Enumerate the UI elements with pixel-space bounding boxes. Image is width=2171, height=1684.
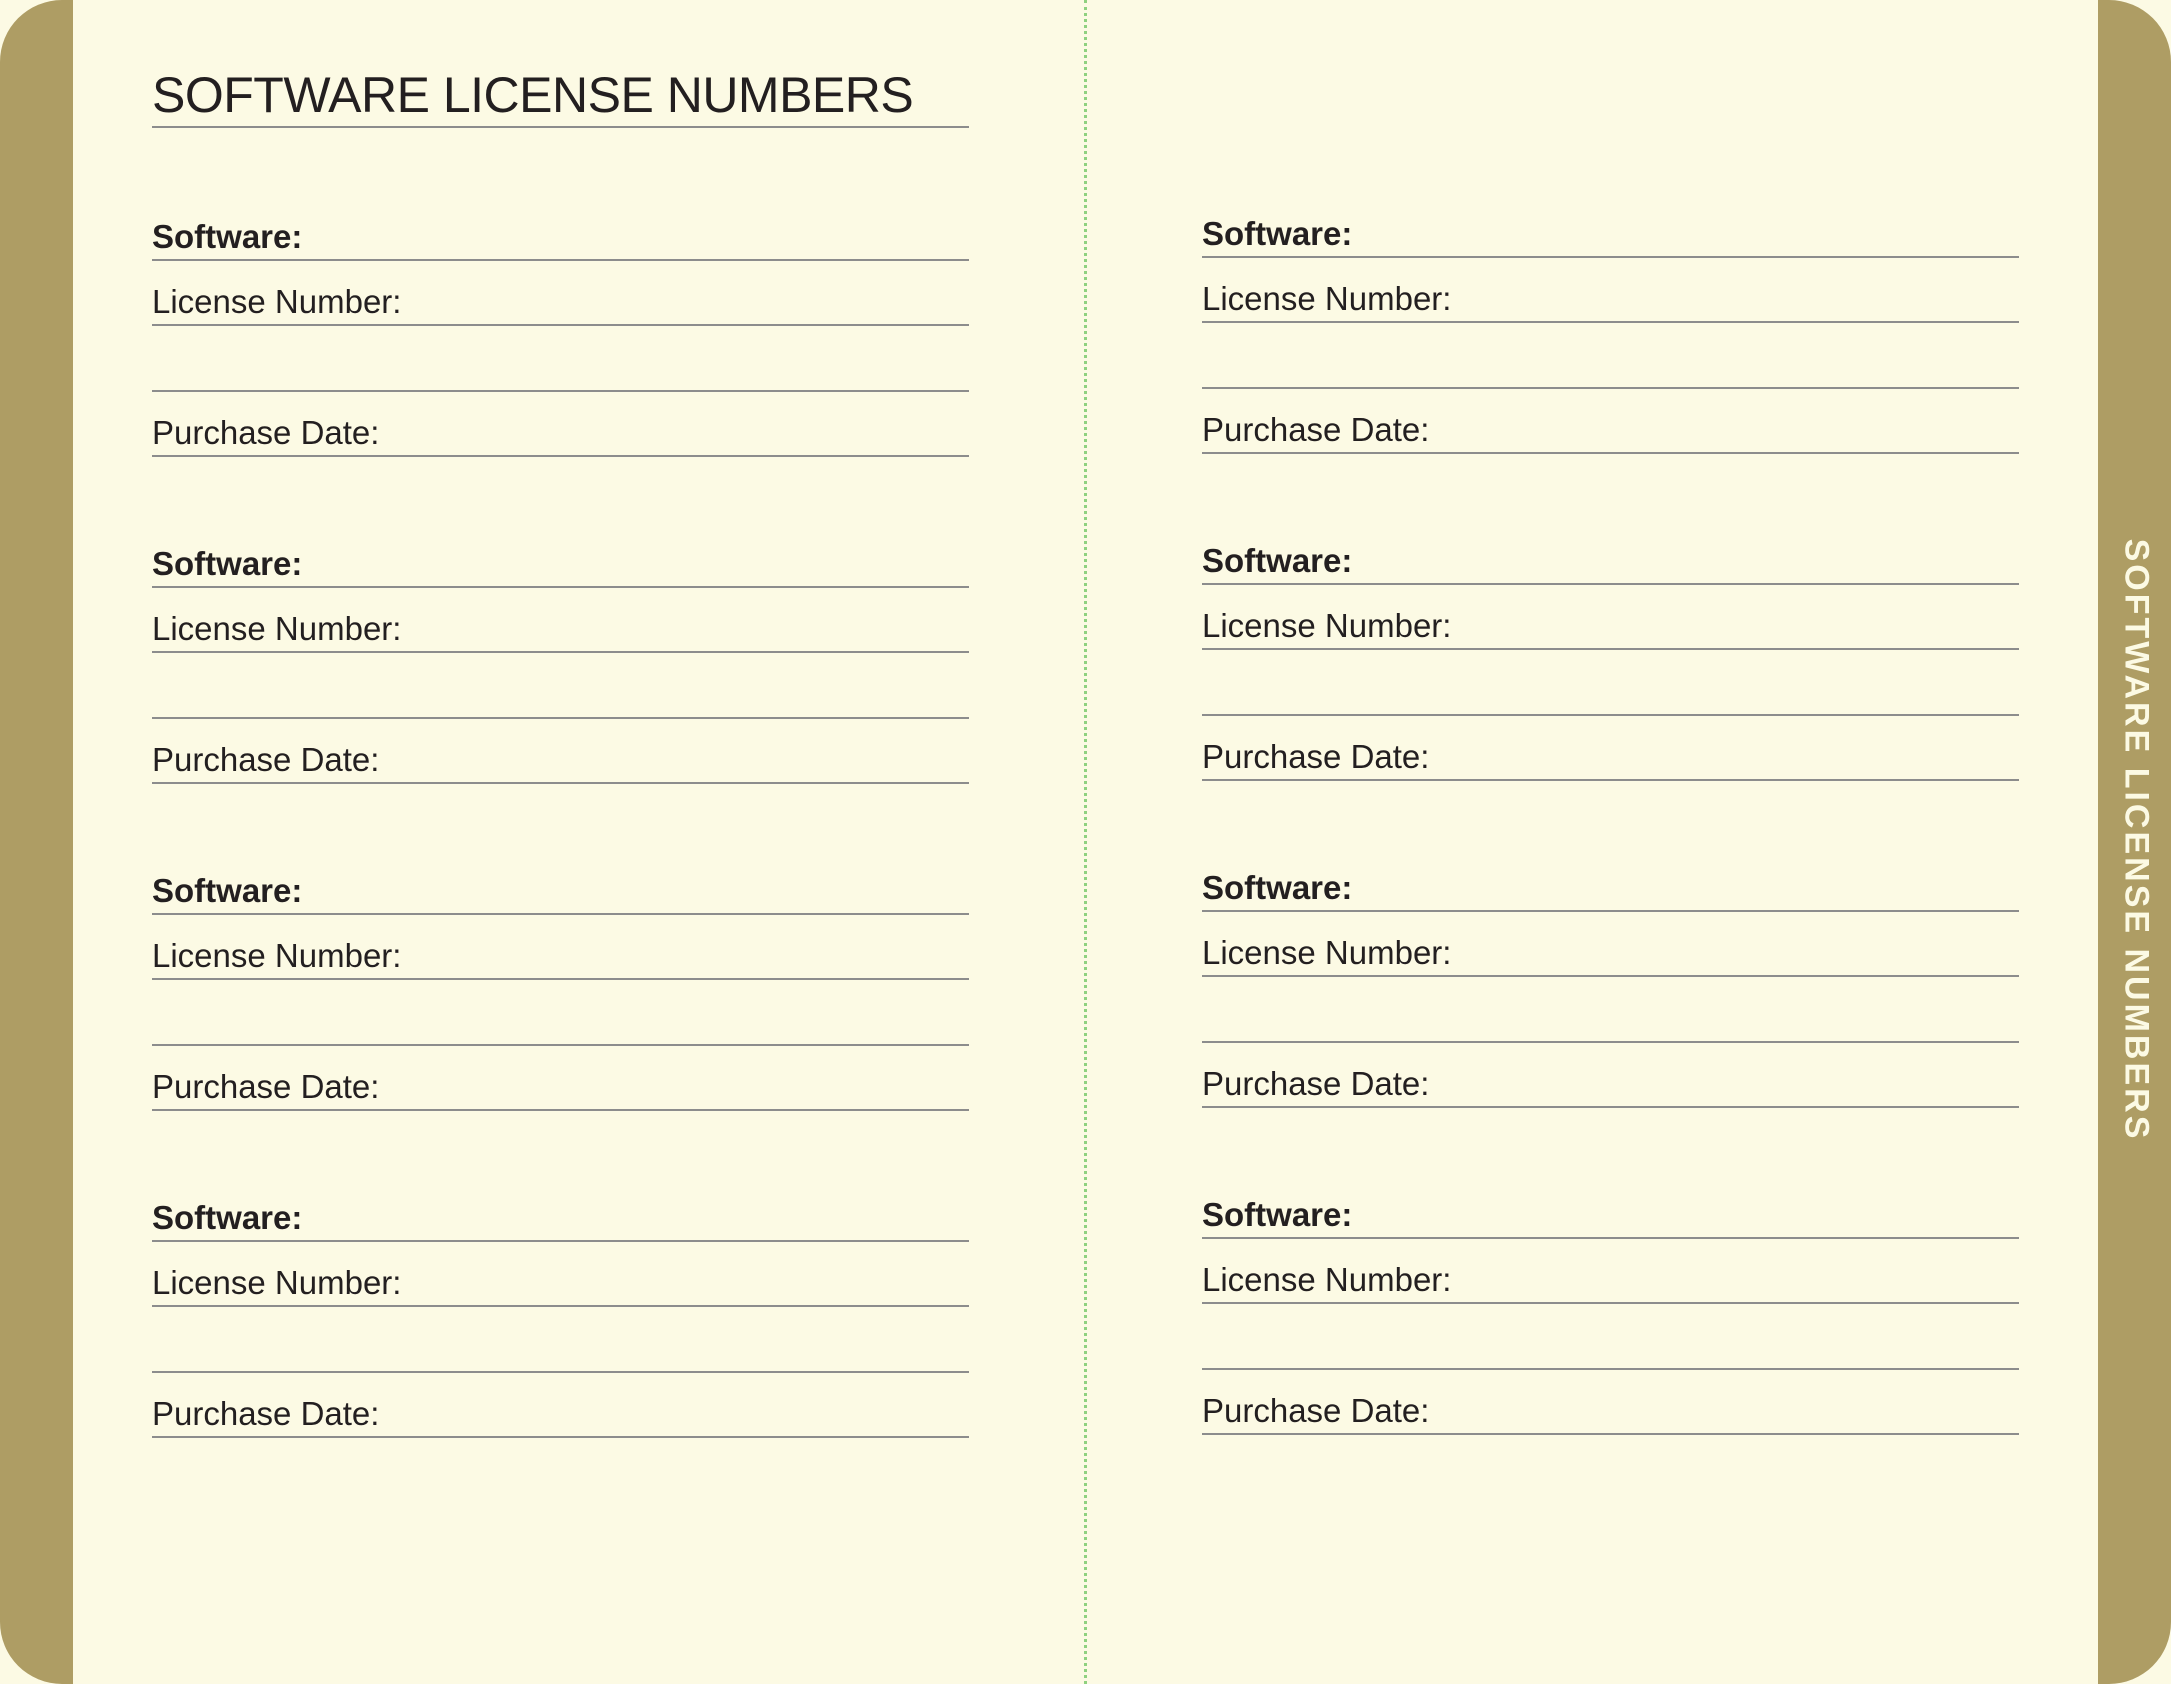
purchase-date-label: Purchase Date: (1202, 1392, 1430, 1429)
license-number-field[interactable] (152, 1242, 969, 1307)
software-label: Software: (1202, 869, 1353, 906)
purchase-date-field[interactable] (1202, 1370, 2019, 1435)
license-number-label: License Number: (152, 937, 402, 974)
license-number-label: License Number: (1202, 1261, 1452, 1298)
software-label: Software: (152, 218, 303, 255)
purchase-date-field[interactable] (152, 1373, 969, 1438)
software-field[interactable] (1202, 1174, 2019, 1239)
license-entry (152, 196, 969, 457)
software-field[interactable] (152, 523, 969, 588)
purchase-date-label: Purchase Date: (1202, 411, 1430, 448)
purchase-date-label: Purchase Date: (1202, 1065, 1430, 1102)
license-entry (1202, 847, 2019, 1108)
license-number-field[interactable] (152, 915, 969, 980)
purchase-date-label: Purchase Date: (152, 741, 380, 778)
software-field[interactable] (152, 850, 969, 915)
purchase-date-label: Purchase Date: (1202, 738, 1430, 775)
software-label: Software: (152, 545, 303, 582)
software-field[interactable] (1202, 193, 2019, 258)
license-number-continuation-line[interactable] (152, 980, 969, 1046)
page-title: SOFTWARE LICENSE NUMBERS (152, 64, 969, 128)
software-field[interactable] (152, 196, 969, 261)
section-tab-label: SOFTWARE LICENSE NUMBERS (2117, 538, 2156, 1142)
software-label: Software: (152, 1199, 303, 1236)
license-number-continuation-line[interactable] (1202, 977, 2019, 1043)
license-number-field[interactable] (152, 588, 969, 653)
license-entry (1202, 520, 2019, 781)
license-number-field[interactable] (1202, 585, 2019, 650)
software-label: Software: (1202, 542, 1353, 579)
purchase-date-field[interactable] (1202, 1043, 2019, 1108)
license-number-continuation-line[interactable] (1202, 323, 2019, 389)
purchase-date-label: Purchase Date: (152, 1068, 380, 1105)
software-field[interactable] (1202, 520, 2019, 585)
license-entry (152, 523, 969, 784)
purchase-date-field[interactable] (152, 392, 969, 457)
license-number-field[interactable] (152, 261, 969, 326)
license-number-continuation-line[interactable] (152, 326, 969, 392)
purchase-date-field[interactable] (152, 1046, 969, 1111)
page-gutter (1084, 0, 1087, 1684)
license-number-label: License Number: (1202, 280, 1452, 317)
left-page-entries (152, 196, 969, 1504)
license-number-field[interactable] (1202, 1239, 2019, 1304)
purchase-date-field[interactable] (1202, 716, 2019, 781)
license-number-label: License Number: (152, 1264, 402, 1301)
license-number-label: License Number: (152, 610, 402, 647)
purchase-date-field[interactable] (152, 719, 969, 784)
software-field[interactable] (1202, 847, 2019, 912)
license-number-continuation-line[interactable] (1202, 650, 2019, 716)
software-label: Software: (1202, 215, 1353, 252)
license-number-continuation-line[interactable] (152, 1307, 969, 1373)
license-number-continuation-line[interactable] (152, 653, 969, 719)
software-field[interactable] (152, 1177, 969, 1242)
license-number-label: License Number: (1202, 607, 1452, 644)
license-number-field[interactable] (1202, 912, 2019, 977)
right-page-entries (1202, 193, 2019, 1501)
license-number-label: License Number: (1202, 934, 1452, 971)
license-number-label: License Number: (152, 283, 402, 320)
license-number-field[interactable] (1202, 258, 2019, 323)
purchase-date-label: Purchase Date: (152, 414, 380, 451)
license-entry (152, 1177, 969, 1438)
license-entry (152, 850, 969, 1111)
left-cover-edge (0, 0, 73, 1684)
license-number-continuation-line[interactable] (1202, 1304, 2019, 1370)
license-entry (1202, 1174, 2019, 1435)
software-label: Software: (1202, 1196, 1353, 1233)
purchase-date-field[interactable] (1202, 389, 2019, 454)
license-entry (1202, 193, 2019, 454)
software-label: Software: (152, 872, 303, 909)
purchase-date-label: Purchase Date: (152, 1395, 380, 1432)
